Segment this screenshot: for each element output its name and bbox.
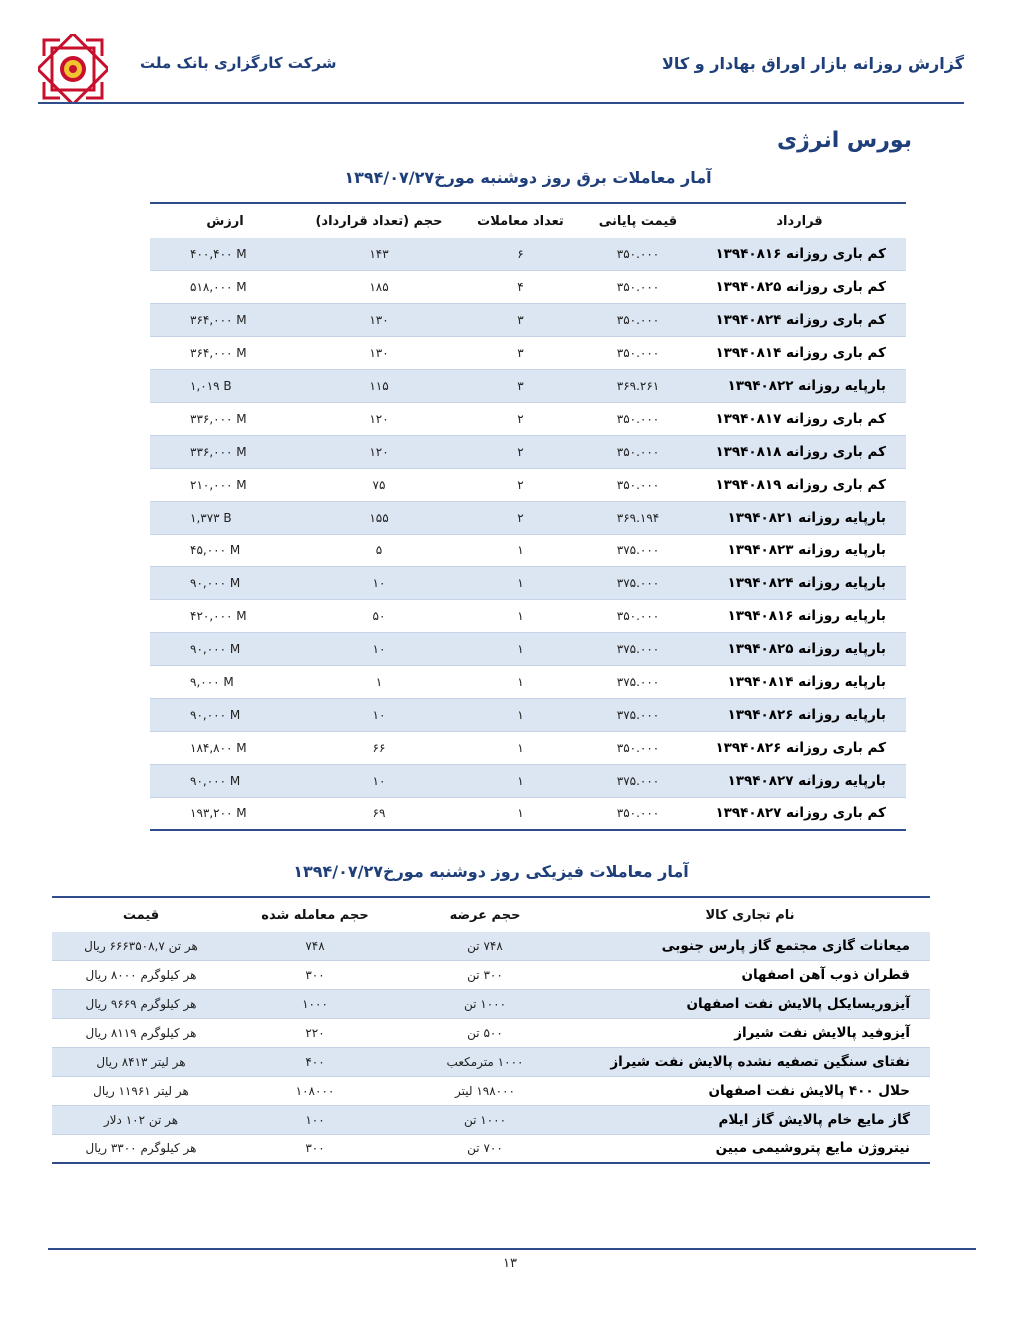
table-cell: ۱۰ — [300, 764, 458, 797]
table-cell: ۳۵۰.۰۰۰ — [583, 797, 693, 830]
table-cell: کم باری روزانه ۱۳۹۴۰۸۲۴ — [693, 304, 906, 337]
table-cell: ۳۳۶,۰۰۰ M — [150, 402, 300, 435]
table-cell: بارپایه روزانه ۱۳۹۴۰۸۲۱ — [693, 501, 906, 534]
table-cell: ۱۰۰ — [230, 1105, 400, 1134]
table-row — [150, 633, 906, 666]
table-cell: ۳۰۰ — [230, 1134, 400, 1163]
table-row — [52, 932, 930, 961]
table-cell: ۳۷۵.۰۰۰ — [583, 567, 693, 600]
table-cell: ۱۰ — [300, 567, 458, 600]
table-cell: ۱,۳۷۳ B — [150, 501, 300, 534]
table-cell: بارپایه روزانه ۱۳۹۴۰۸۲۶ — [693, 698, 906, 731]
table-cell: هر تن ۶۶۶۳۵۰۸,۷ ریال — [52, 932, 230, 961]
table-cell: کم باری روزانه ۱۳۹۴۰۸۱۸ — [693, 435, 906, 468]
table-cell: ۲ — [458, 468, 583, 501]
table-cell: ۱۲۰ — [300, 435, 458, 468]
table-cell: هر کیلوگرم ۸۰۰۰ ریال — [52, 961, 230, 990]
table-cell: ۳۵۰.۰۰۰ — [583, 337, 693, 370]
table-cell: ۳۵۰.۰۰۰ — [583, 402, 693, 435]
table-row — [52, 1134, 930, 1163]
table-cell: کم باری روزانه ۱۳۹۴۰۸۱۶ — [693, 238, 906, 271]
table-cell: نفتای سنگین تصفیه نشده پالایش نفت شیراز — [570, 1048, 930, 1077]
table-cell: ۱۰۰۰ مترمکعب — [400, 1048, 570, 1077]
table-cell: ۱ — [458, 600, 583, 633]
table-row — [52, 961, 930, 990]
table-cell: ۳۵۰.۰۰۰ — [583, 731, 693, 764]
table-cell: ۳۵۰.۰۰۰ — [583, 304, 693, 337]
table-cell: ۹۰,۰۰۰ M — [150, 633, 300, 666]
table-row — [150, 600, 906, 633]
table-cell: ۳۶۴,۰۰۰ M — [150, 337, 300, 370]
table-cell: ۹۰,۰۰۰ M — [150, 567, 300, 600]
physical-trades-table — [52, 896, 930, 1164]
table-cell: ۳۰۰ تن — [400, 961, 570, 990]
table-cell: ۳۵۰.۰۰۰ — [583, 271, 693, 304]
table-row — [52, 990, 930, 1019]
table-cell: ۳ — [458, 337, 583, 370]
column-header: قیمت پایانی — [583, 203, 693, 238]
table-row — [150, 731, 906, 764]
table-cell: ۱۴۳ — [300, 238, 458, 271]
table-cell: ۳۵۰.۰۰۰ — [583, 238, 693, 271]
table-cell: ۳۵۰.۰۰۰ — [583, 600, 693, 633]
page-header — [38, 28, 964, 106]
table-cell: ۷۰۰ تن — [400, 1134, 570, 1163]
table-cell: ۱۸۴,۸۰۰ M — [150, 731, 300, 764]
table-cell: ۱ — [458, 731, 583, 764]
table-row — [150, 271, 906, 304]
table-cell: بارپایه روزانه ۱۳۹۴۰۸۱۴ — [693, 666, 906, 699]
table-header-row — [52, 897, 930, 932]
table-cell: ۱۰۰۰ تن — [400, 990, 570, 1019]
table-cell: ۴ — [458, 271, 583, 304]
header-divider — [38, 102, 964, 104]
table-cell: کم باری روزانه ۱۳۹۴۰۸۲۷ — [693, 797, 906, 830]
table-cell: ۱۲۰ — [300, 402, 458, 435]
table-cell: ۱ — [458, 764, 583, 797]
table-header-row — [150, 203, 906, 238]
table-cell: ۶ — [458, 238, 583, 271]
column-header: حجم معامله شده — [230, 897, 400, 932]
table-cell: ۲ — [458, 435, 583, 468]
table-cell: نیتروژن مایع پتروشیمی مبین — [570, 1134, 930, 1163]
report-title: گزارش روزانه بازار اوراق بهادار و کالا — [661, 54, 964, 73]
table-cell: ۱۳۰ — [300, 304, 458, 337]
table-cell: ۷۴۸ تن — [400, 932, 570, 961]
table-cell: ۹۰,۰۰۰ M — [150, 764, 300, 797]
table-cell: ۳۷۵.۰۰۰ — [583, 698, 693, 731]
table-cell: ۳۶۹.۱۹۴ — [583, 501, 693, 534]
table-cell: ۱ — [458, 797, 583, 830]
table-cell: ۱ — [458, 534, 583, 567]
table-cell: قطران ذوب آهن اصفهان — [570, 961, 930, 990]
table-row — [150, 797, 906, 830]
table-row — [150, 304, 906, 337]
table-cell: ۱۰۰۰ تن — [400, 1105, 570, 1134]
table-cell: آیزوریسایکل پالایش نفت اصفهان — [570, 990, 930, 1019]
table-cell: ۱,۰۱۹ B — [150, 370, 300, 403]
table-cell: ۶۶ — [300, 731, 458, 764]
table-cell: ۳۰۰ — [230, 961, 400, 990]
table-cell: ۲۱۰,۰۰۰ M — [150, 468, 300, 501]
table-cell: ۵۱۸,۰۰۰ M — [150, 271, 300, 304]
electricity-trades-table — [150, 202, 906, 831]
bank-mellat-logo-icon — [38, 34, 108, 104]
table-cell: ۲۲۰ — [230, 1019, 400, 1048]
table-row — [150, 534, 906, 567]
table-cell: ۳۵۰.۰۰۰ — [583, 468, 693, 501]
table-cell: ۳۷۵.۰۰۰ — [583, 534, 693, 567]
column-header: حجم (تعداد قرارداد) — [300, 203, 458, 238]
table-row — [150, 370, 906, 403]
table-row — [150, 764, 906, 797]
column-header: نام تجاری کالا — [570, 897, 930, 932]
table-cell: ۱ — [300, 666, 458, 699]
table-cell: ۳ — [458, 304, 583, 337]
table-cell: ۱۹۳,۲۰۰ M — [150, 797, 300, 830]
table-cell: ۷۴۸ — [230, 932, 400, 961]
electricity-table-caption: آمار معاملات برق روز دوشنبه مورخ۱۳۹۴/۰۷/۲۷ — [344, 168, 712, 187]
table-cell: ۹,۰۰۰ M — [150, 666, 300, 699]
table-cell: بارپایه روزانه ۱۳۹۴۰۸۲۴ — [693, 567, 906, 600]
table-cell: ۲ — [458, 501, 583, 534]
table-cell: ۳۷۵.۰۰۰ — [583, 764, 693, 797]
table-cell: ۱ — [458, 633, 583, 666]
table-cell: کم باری روزانه ۱۳۹۴۰۸۱۴ — [693, 337, 906, 370]
section-title: بورس انرژی — [776, 128, 912, 153]
table-cell: ۱ — [458, 666, 583, 699]
page-number: ۱۳ — [503, 1256, 517, 1271]
table-cell: ۴۰۰,۴۰۰ M — [150, 238, 300, 271]
table-cell: هر کیلوگرم ۸۱۱۹ ریال — [52, 1019, 230, 1048]
column-header: تعداد معاملات — [458, 203, 583, 238]
table-row — [52, 1076, 930, 1105]
table-row — [52, 1105, 930, 1134]
table-cell: ۶۹ — [300, 797, 458, 830]
table-cell: هر تن ۱۰۲ دلار — [52, 1105, 230, 1134]
table-cell: کم باری روزانه ۱۳۹۴۰۸۱۹ — [693, 468, 906, 501]
table-cell: هر کیلوگرم ۳۳۰۰ ریال — [52, 1134, 230, 1163]
table-row — [150, 238, 906, 271]
table-row — [52, 1048, 930, 1077]
table-cell: هر لیتر ۸۴۱۳ ریال — [52, 1048, 230, 1077]
table-cell: کم باری روزانه ۱۳۹۴۰۸۱۷ — [693, 402, 906, 435]
table-row — [150, 337, 906, 370]
table-cell: حلال ۴۰۰ پالایش نفت اصفهان — [570, 1076, 930, 1105]
table-cell: ۲ — [458, 402, 583, 435]
table-cell: ۷۵ — [300, 468, 458, 501]
table-cell: بارپایه روزانه ۱۳۹۴۰۸۲۵ — [693, 633, 906, 666]
table-cell: ۱۵۵ — [300, 501, 458, 534]
table-cell: ۳۶۹.۲۶۱ — [583, 370, 693, 403]
table-cell: کم باری روزانه ۱۳۹۴۰۸۲۵ — [693, 271, 906, 304]
table-cell: آیزوفید پالایش نفت شیراز — [570, 1019, 930, 1048]
column-header: قیمت — [52, 897, 230, 932]
table-cell: ۱۱۵ — [300, 370, 458, 403]
table-cell: ۳۷۵.۰۰۰ — [583, 633, 693, 666]
company-name: شرکت کارگزاری بانک ملت — [140, 54, 337, 72]
table-cell: ۳ — [458, 370, 583, 403]
table-cell: ۳۷۵.۰۰۰ — [583, 666, 693, 699]
table-row — [150, 402, 906, 435]
table-cell: ۱۰ — [300, 633, 458, 666]
table-cell: بارپایه روزانه ۱۳۹۴۰۸۱۶ — [693, 600, 906, 633]
column-header: قرارداد — [693, 203, 906, 238]
table-cell: گاز مایع خام پالایش گاز ایلام — [570, 1105, 930, 1134]
table-row — [150, 567, 906, 600]
table-row — [150, 666, 906, 699]
table-cell: ۵ — [300, 534, 458, 567]
table-cell: بارپایه روزانه ۱۳۹۴۰۸۲۳ — [693, 534, 906, 567]
table-row — [150, 468, 906, 501]
table-cell: بارپایه روزانه ۱۳۹۴۰۸۲۲ — [693, 370, 906, 403]
table-cell: ۴۰۰ — [230, 1048, 400, 1077]
table-cell: ۱ — [458, 567, 583, 600]
table-cell: ۳۳۶,۰۰۰ M — [150, 435, 300, 468]
table-cell: ۹۰,۰۰۰ M — [150, 698, 300, 731]
table-cell: ۱۹۸۰۰۰ لیتر — [400, 1076, 570, 1105]
table-cell: ۴۵,۰۰۰ M — [150, 534, 300, 567]
table-cell: هر لیتر ۱۱۹۶۱ ریال — [52, 1076, 230, 1105]
table-row — [150, 698, 906, 731]
table-cell: ۵۰۰ تن — [400, 1019, 570, 1048]
table-cell: ۱۰۸۰۰۰ — [230, 1076, 400, 1105]
table-row — [150, 501, 906, 534]
table-cell: کم باری روزانه ۱۳۹۴۰۸۲۶ — [693, 731, 906, 764]
column-header: ارزش — [150, 203, 300, 238]
table-cell: ۱۳۰ — [300, 337, 458, 370]
table-cell: ۱۸۵ — [300, 271, 458, 304]
table-cell: ۱ — [458, 698, 583, 731]
table-cell: بارپایه روزانه ۱۳۹۴۰۸۲۷ — [693, 764, 906, 797]
column-header: حجم عرضه — [400, 897, 570, 932]
table-cell: ۵۰ — [300, 600, 458, 633]
table-row — [150, 435, 906, 468]
table-cell: ۴۲۰,۰۰۰ M — [150, 600, 300, 633]
table-cell: ۱۰ — [300, 698, 458, 731]
table-cell: هر کیلوگرم ۹۶۶۹ ریال — [52, 990, 230, 1019]
table-row — [52, 1019, 930, 1048]
table-cell: ۳۶۴,۰۰۰ M — [150, 304, 300, 337]
table-cell: میعانات گازی مجتمع گاز پارس جنوبی — [570, 932, 930, 961]
table-cell: ۳۵۰.۰۰۰ — [583, 435, 693, 468]
physical-table-caption: آمار معاملات فیزیکی روز دوشنبه مورخ۱۳۹۴/۰۷/۲۷ — [293, 862, 689, 881]
table-cell: ۱۰۰۰ — [230, 990, 400, 1019]
footer-divider — [48, 1248, 976, 1250]
